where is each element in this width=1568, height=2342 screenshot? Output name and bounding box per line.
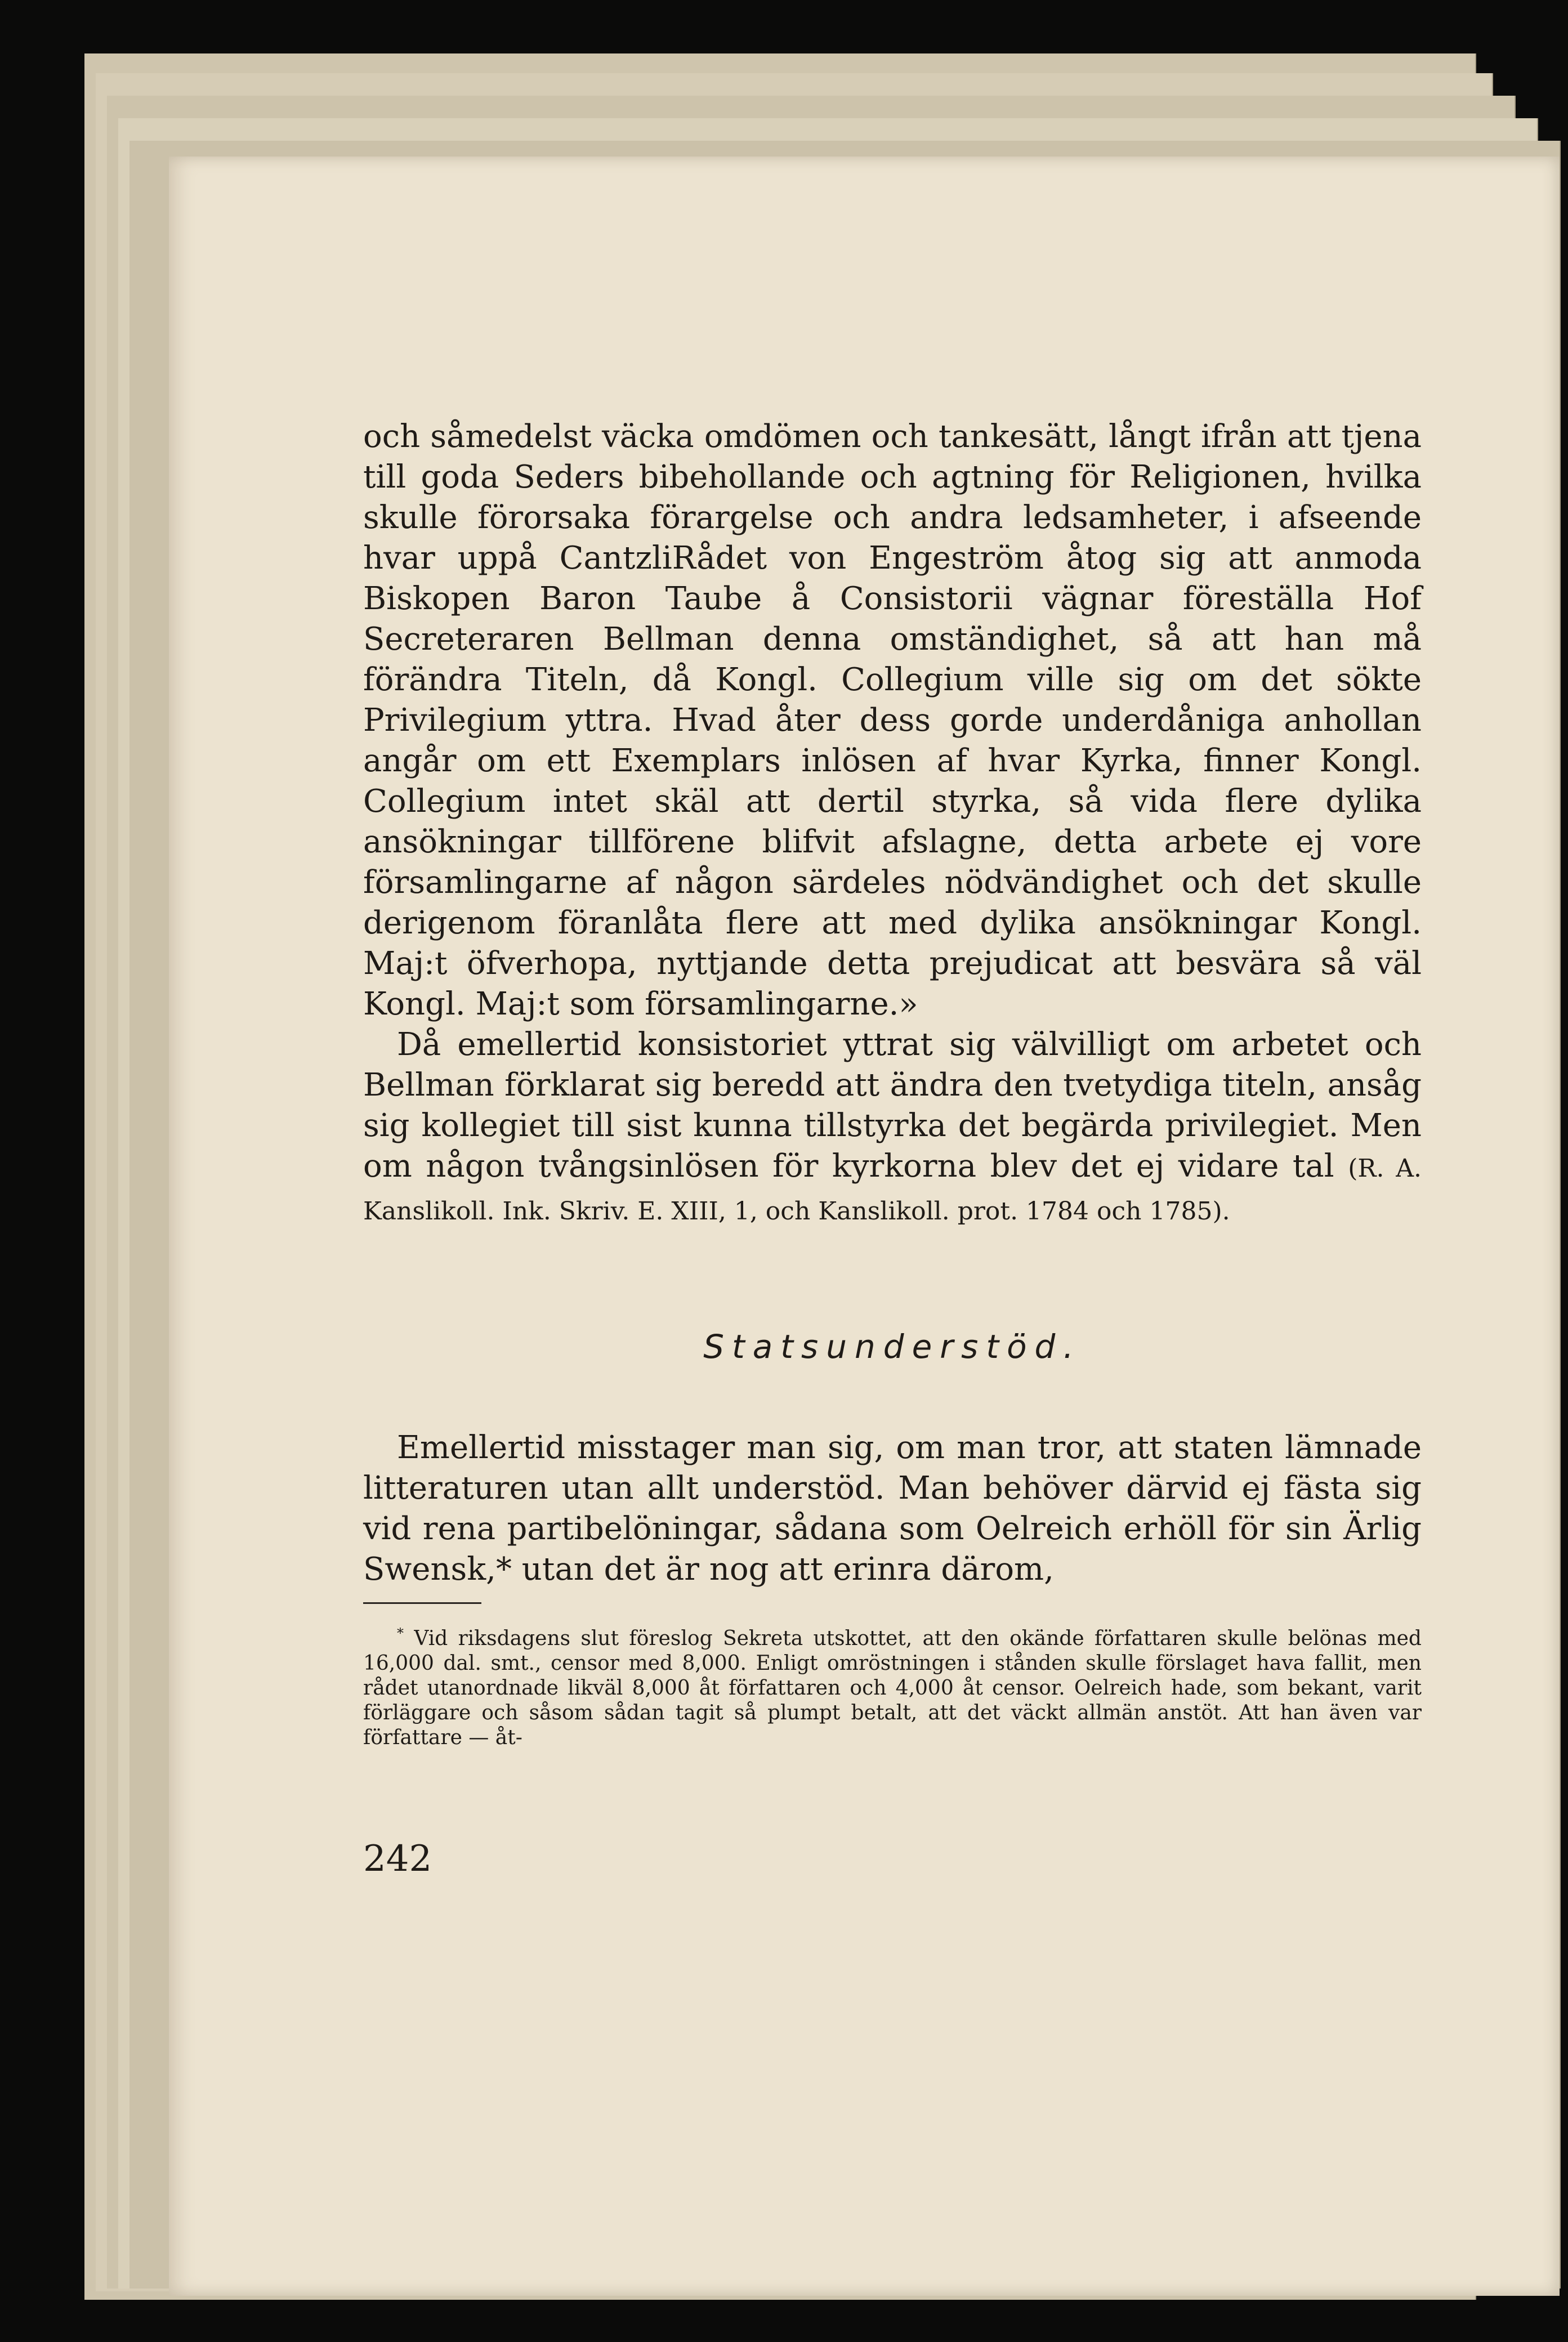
footnote-rule	[363, 1602, 481, 1604]
footnote-mark: *	[397, 1625, 404, 1641]
footnote	[363, 1621, 1422, 1750]
paragraph-continuation: och såmedelst väcka omdömen och tankesätt, långt ifrån att tjena till goda Seders bibehollande och agtning för Religionen, hvilka skulle förorsaka förargelse och andra ledsamheter, i afseende hvar uppå CantzliRådet von Engeström åtog sig att anmoda Biskopen Baron Taube å Consistorii vägnar föreställa Hof Secreteraren Bellman denna omständighet, så att han må förändra Titeln, då Kongl. Collegium ville sig om det sökte Privilegium yttra. Hvad åter dess gorde underdåniga anhollan angår om ett Exemplars inlösen af hvar Kyrka, finner Kongl. Collegium intet skäl att dertil styrka, så vida flere dylika ansökningar tillförene blifvit afslagne, detta arbete ej vore församlingarne af någon särdeles nödvändighet och det skulle derigenom föranlåta flere att med dylika ansökningar Kongl. Maj:t öfverhopa, nyttjande detta prejudicat att besvära så väl Kongl. Maj:t som församlingarne.»	[363, 418, 1422, 1022]
footnote-text: Vid riksdagens slut föreslog Sekreta utskottet, att den okände författaren skulle belönas med 16,000 dal. smt., censor med 8,000. Enligt omröstningen i stånden skulle förslaget hava fallit, men rådet utanordnade likväl 8,000 åt författaren och 4,000 åt censor. Oelreich hade, som bekant, varit förläggare och såsom sådan tagit så plumpt betalt, att det väckt allmän anstöt. Att han även var författare — åt-	[363, 1627, 1422, 1749]
paragraph-consistory	[363, 1025, 1422, 1232]
paragraph-state-support: Emellertid misstager man sig, om man tror, att staten lämnade litteraturen utan allt understöd. Man behöver därvid ej fästa sig vid rena partibelöningar, sådana som Oelreich erhöll för sin Ärlig Swensk,* utan det är nog att erinra därom,	[363, 1429, 1422, 1588]
page-text	[363, 417, 1422, 1750]
paragraph-consistory-text: Då emellertid konsistoriet yttrat sig välvilligt om arbetet och Bellman förklarat sig beredd att ändra den tvetydiga titeln, ansåg sig kollegiet till sist kunna tillstyrka det begärda privilegiet. Men om någon tvångsinlösen för kyrkorna blev det ej vidare tal	[363, 1026, 1422, 1185]
section-heading: Statsunderstöd.	[703, 1328, 1082, 1366]
page-number: 242	[363, 1838, 432, 1880]
archive-reference: (R. A. Kanslikoll. Ink. Skriv. E. XIII, 1, och Kanslikoll. prot. 1784 och 1785).	[363, 1154, 1422, 1226]
